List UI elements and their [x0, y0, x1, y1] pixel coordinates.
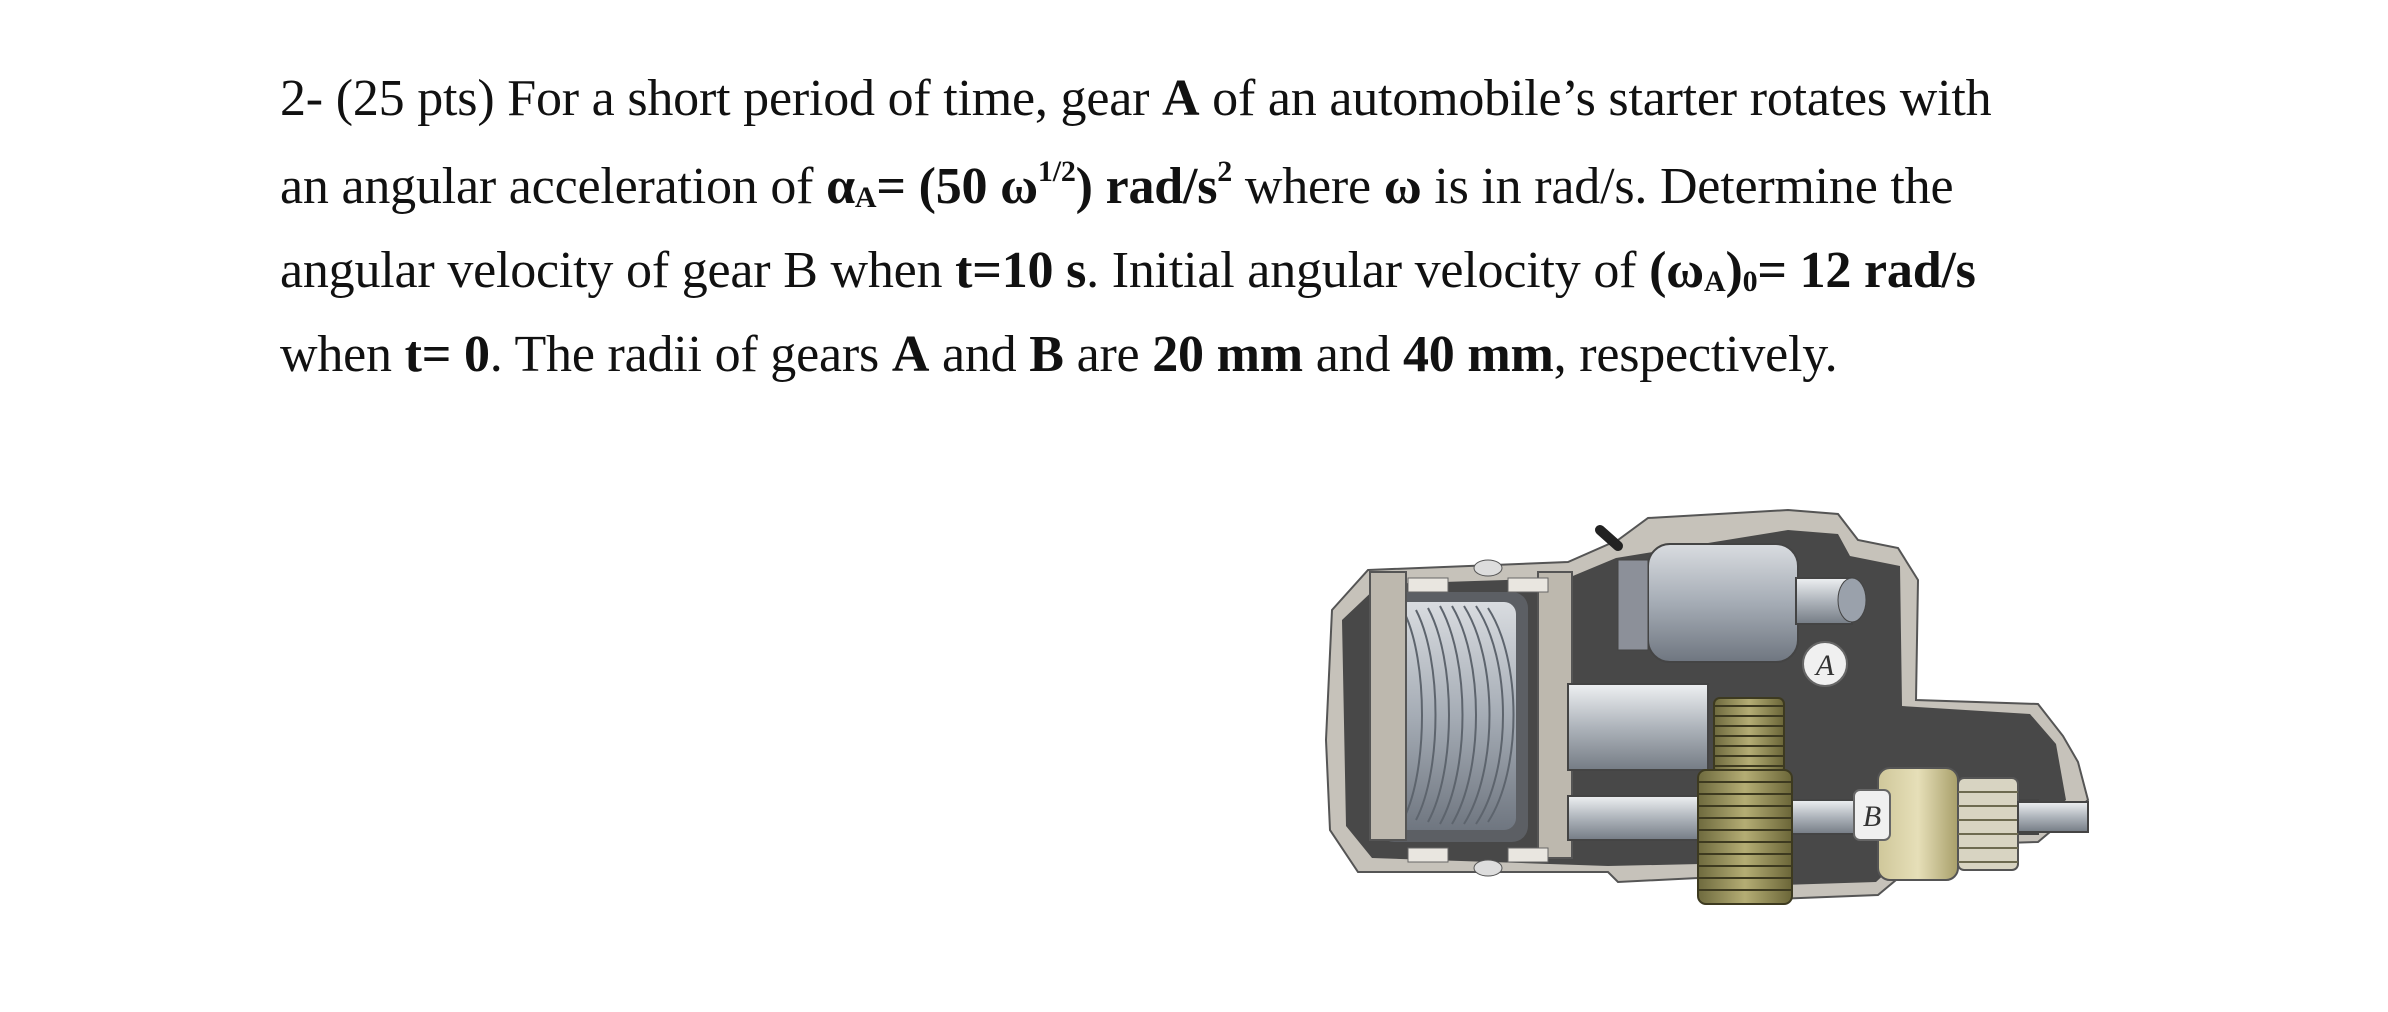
gear-a-bold: A: [1162, 70, 1200, 127]
starter-motor-figure: [1318, 500, 2198, 910]
problem-line-2: [280, 135, 2240, 234]
problem-line-3: [280, 234, 2240, 318]
gear-b: [1698, 770, 1792, 904]
equation-text: = (50 ω: [876, 158, 1038, 215]
exponent: 1/2: [1037, 155, 1076, 188]
gear-b-bold: B: [1029, 326, 1064, 383]
zero-subscript: 0: [1742, 265, 1758, 298]
commutator: [1568, 684, 1708, 770]
time-value: t=10 s: [955, 242, 1087, 299]
units: ) rad/s: [1075, 158, 1218, 215]
problem-statement: [280, 62, 2240, 391]
text-segment: where: [1232, 158, 1384, 215]
text-segment: . The radii of gears: [489, 326, 892, 383]
terminal-stud: [1600, 530, 1618, 546]
solenoid-terminal: [1618, 560, 1648, 650]
shaft-tip: [2018, 802, 2088, 832]
radius-a: 20 mm: [1152, 326, 1303, 383]
gear-a-bold: A: [891, 326, 930, 383]
text-segment: when: [280, 326, 405, 383]
omega-open: (ω: [1649, 242, 1704, 299]
problem-line-1: [280, 62, 2240, 135]
problem-line-4: [280, 318, 2240, 391]
brush-top-left: [1408, 578, 1448, 592]
starter-motor-illustration: [1318, 500, 2198, 910]
omega-close: ): [1725, 242, 1743, 299]
commutator-bracket: [1538, 572, 1572, 858]
bolt-bottom: [1474, 860, 1502, 876]
text-segment: and: [1302, 326, 1403, 383]
lower-shaft: [1568, 796, 1718, 840]
plunger-end: [1838, 578, 1866, 622]
alpha-subscript: A: [854, 181, 877, 214]
solenoid: [1648, 544, 1798, 662]
brush-bottom-left: [1408, 848, 1448, 862]
gear-a-label: A: [1815, 649, 1835, 682]
text-segment: 2- (25 pts) For a short period of time, gear: [280, 70, 1163, 127]
initial-time: t= 0: [404, 326, 490, 383]
brush-bottom-right: [1508, 848, 1548, 862]
angular-acceleration-expression: [826, 155, 1233, 215]
text-segment: are: [1063, 326, 1153, 383]
initial-velocity-value: = 12 rad/s: [1757, 242, 1976, 299]
bolt-top: [1474, 560, 1502, 576]
units-exponent: 2: [1217, 155, 1233, 188]
text-segment: an angular acceleration of: [280, 158, 827, 215]
omega-subscript: A: [1704, 265, 1726, 298]
omega-symbol: ω: [1383, 158, 1422, 215]
text-segment: . Initial angular velocity of: [1086, 242, 1650, 299]
initial-velocity-expression: [1649, 242, 1976, 299]
text-segment: and: [929, 326, 1030, 383]
radius-b: 40 mm: [1402, 326, 1554, 383]
gear-b-label: B: [1862, 800, 1882, 833]
end-bracket: [1370, 572, 1406, 840]
alpha-symbol: α: [826, 158, 855, 215]
text-segment: angular velocity of gear B when: [280, 242, 956, 299]
armature-winding: [1396, 602, 1516, 830]
brush-top-right: [1508, 578, 1548, 592]
text-segment: of an automobile’s starter rotates with: [1199, 70, 1992, 127]
text-segment: , respectively.: [1553, 326, 1838, 383]
gear-a: [1714, 698, 1784, 774]
text-segment: is in rad/s. Determine the: [1421, 158, 1954, 215]
